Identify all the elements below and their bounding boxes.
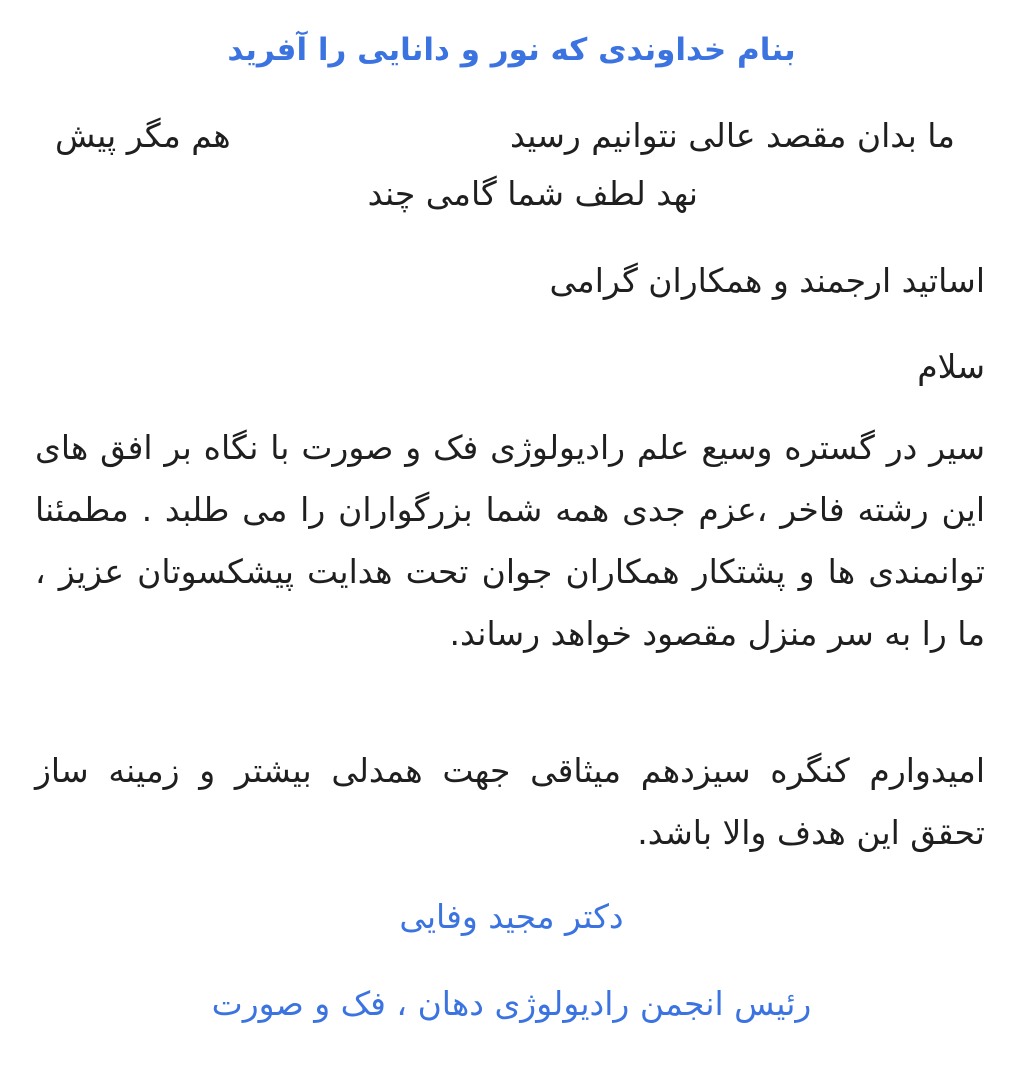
- page-title: بنام خداوندی که نور و دانایی را آفرید: [227, 32, 796, 68]
- signature-title: رئیس انجمن رادیولوژی دهان ، فک و صورت: [211, 984, 812, 1023]
- signature-name: دکتر مجید وفایی: [399, 897, 624, 936]
- poem-line-2: نهد لطف شما گامی چند: [367, 174, 698, 213]
- salutation: اساتید ارجمند و همکاران گرامی: [549, 261, 985, 300]
- poem-hemistich-left: هم مگر پیش: [55, 116, 231, 155]
- poem-hemistich-right: ما بدان مقصد عالی نتوانیم رسید: [509, 116, 955, 155]
- body-paragraph-1: سیر در گستره وسیع علم رادیولوژی فک و صورت با نگاه بر افق های این رشته فاخر ،عزم جدی همه شما بزرگواران را می طلبد . مطمئنا توانمندی ها و پشتکار همکاران جوان تحت هدایت پیشکسوتان عزیز ، ما را به سر منزل مقصود خواهد رساند.: [35, 428, 985, 653]
- greeting: سلام: [917, 347, 985, 386]
- body-paragraph-2: امیدوارم کنگره سیزدهم میثاقی جهت همدلی بیشتر و زمینه ساز تحقق این هدف والا باشد.: [35, 751, 985, 852]
- poem-line-1: [55, 112, 955, 164]
